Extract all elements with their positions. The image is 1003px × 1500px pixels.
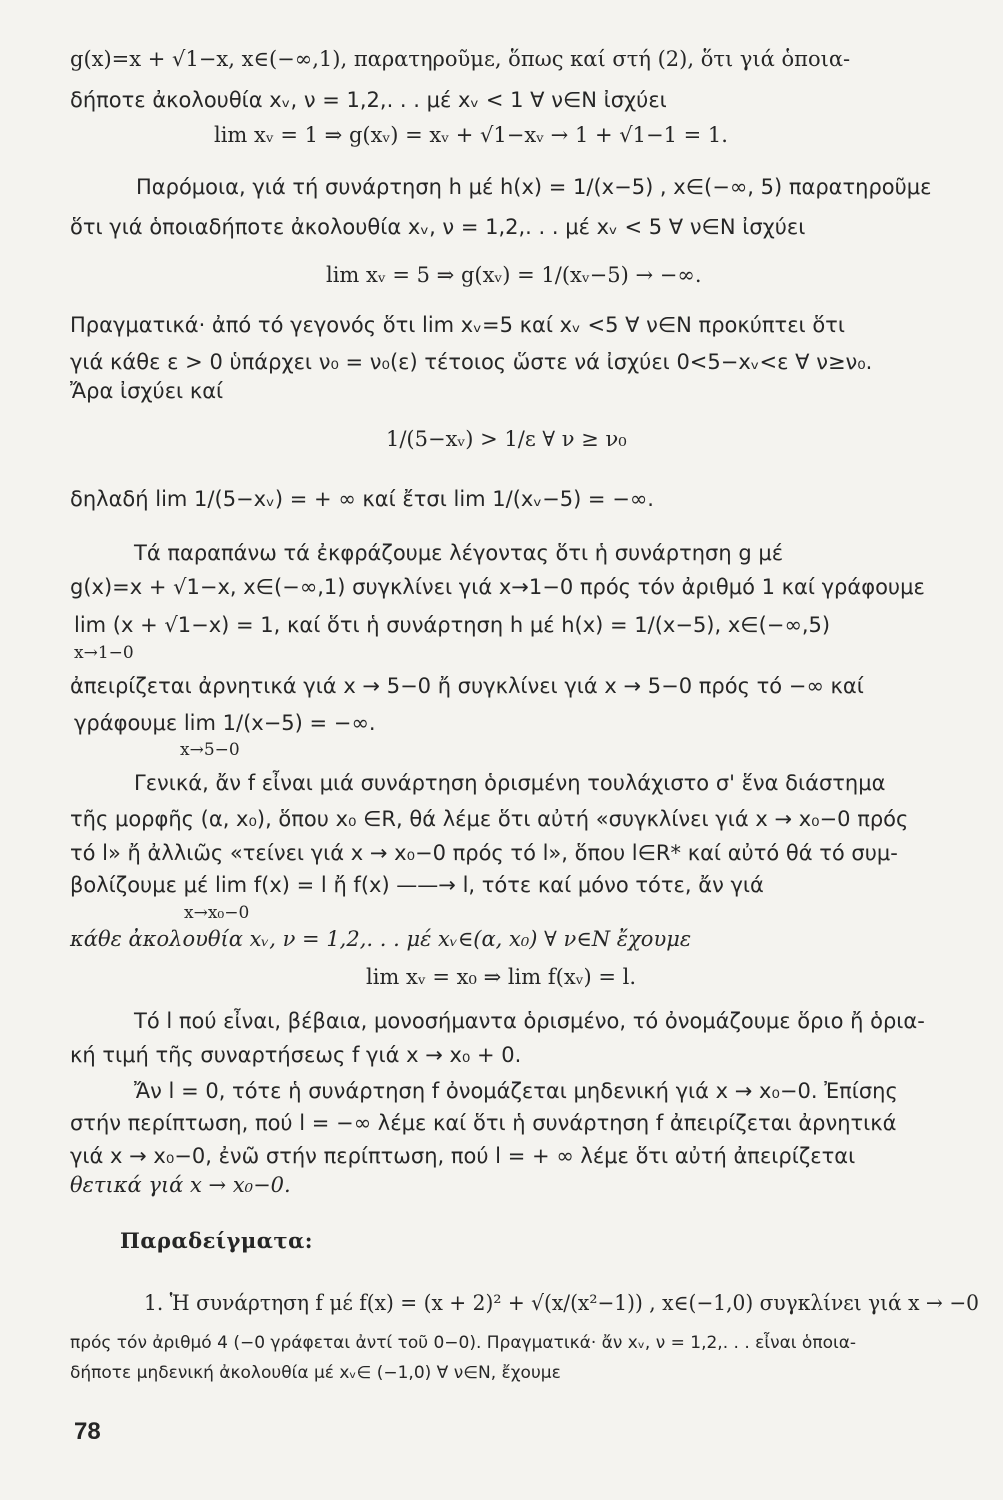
text-line: Παρόμοια, γιά τή συνάρτηση h μέ h(x) = 1/(x−5) , x∈(−∞, 5) παρατηροῦμε — [136, 175, 932, 199]
page-number: 78 — [74, 1418, 101, 1445]
text-line: g(x)=x + √1−x, x∈(−∞,1), παρατηροῦμε, ὅπως καί στή (2), ὅτι γιά ὁποια- — [70, 47, 851, 71]
text-line: δήποτε μηδενική ἀκολουθία μέ xᵥ∈ (−1,0) ∀ ν∈N, ἔχουμε — [70, 1363, 561, 1383]
limit-subscript: x→x₀−0 — [184, 903, 250, 923]
text-line: lim (x + √1−x) = 1, καί ὅτι ἡ συνάρτηση h μέ h(x) = 1/(x−5), x∈(−∞,5) — [74, 613, 831, 637]
text-line: δηλαδή lim 1/(5−xᵥ) = + ∞ καί ἔτσι lim 1/(xᵥ−5) = −∞. — [70, 487, 654, 511]
limit-subscript: x→5−0 — [180, 740, 240, 760]
text-line: πρός τόν ἀριθμό 4 (−0 γράφεται ἀντί τοῦ 0−0). Πραγματικά· ἄν xᵥ, ν = 1,2,. . . εἶναι ὁποια- — [70, 1333, 857, 1353]
text-line: γιά κάθε ε > 0 ὑπάρχει ν₀ = ν₀(ε) τέτοιος ὥστε νά ἰσχύει 0<5−xᵥ<ε ∀ ν≥ν₀. — [70, 350, 873, 374]
text-line: στήν περίπτωση, πού l = −∞ λέμε καί ὅτι ἡ συνάρτηση f ἀπειρίζεται ἀρνητικά — [70, 1111, 897, 1135]
text-line: τό l» ἤ ἀλλιῶς «τείνει γιά x → x₀−0 πρός τό l», ὅπου l∈R* καί αὐτό θά τό συμ- — [70, 841, 898, 865]
text-line: Γενικά, ἄν f εἶναι μιά συνάρτηση ὁρισμένη τουλάχιστο σ' ἕνα διάστημα — [134, 771, 886, 795]
text-line: ἀπειρίζεται ἀρνητικά γιά x → 5−0 ἤ συγκλίνει γιά x → 5−0 πρός τό −∞ καί — [70, 674, 864, 698]
text-line: γράφουμε lim 1/(x−5) = −∞. — [74, 711, 376, 735]
text-line: κάθε ἀκολουθία xᵥ, ν = 1,2,. . . μέ xᵥ∈(α, x₀) ∀ ν∈N ἔχουμε — [70, 927, 692, 951]
example-1-line: 1. Ἡ συνάρτηση f μέ f(x) = (x + 2)² + √(x/(x²−1)) , x∈(−1,0) συγκλίνει γιά x → −0 — [144, 1291, 979, 1315]
text-line: ὅτι γιά ὁποιαδήποτε ἀκολουθία xᵥ, ν = 1,2,. . . μέ xᵥ < 5 ∀ ν∈N ἰσχύει — [70, 215, 806, 239]
text-line: βολίζουμε μέ lim f(x) = l ἤ f(x) ——→ l, τότε καί μόνο τότε, ἄν γιά — [70, 873, 764, 897]
formula-line: 1/(5−xᵥ) > 1/ε ∀ ν ≥ ν₀ — [386, 427, 627, 451]
formula-line: lim xᵥ = 1 ⇒ g(xᵥ) = xᵥ + √1−xᵥ → 1 + √1−1 = 1. — [214, 123, 728, 147]
text-line: Ἄρα ἰσχύει καί — [70, 379, 224, 403]
text-line: Πραγματικά· ἀπό τό γεγονός ὅτι lim xᵥ=5 καί xᵥ <5 ∀ ν∈N προκύπτει ὅτι — [70, 313, 845, 337]
text-line: Τά παραπάνω τά ἐκφράζουμε λέγοντας ὅτι ἡ συνάρτηση g μέ — [134, 541, 784, 565]
text-line: θετικά γιά x → x₀−0. — [70, 1173, 291, 1197]
text-line: δήποτε ἀκολουθία xᵥ, ν = 1,2,. . . μέ xᵥ < 1 ∀ ν∈N ἰσχύει — [70, 88, 667, 112]
text-line: g(x)=x + √1−x, x∈(−∞,1) συγκλίνει γιά x→1−0 πρός τόν ἀριθμό 1 καί γράφουμε — [70, 575, 925, 599]
examples-heading: Παραδείγματα: — [120, 1228, 313, 1253]
text-line: τῆς μορφῆς (α, x₀), ὅπου x₀ ∈R, θά λέμε ὅτι αὐτή «συγκλίνει γιά x → x₀−0 πρός — [70, 807, 909, 831]
limit-subscript: x→1−0 — [74, 643, 134, 663]
formula-line: lim xᵥ = 5 ⇒ g(xᵥ) = 1/(xᵥ−5) → −∞. — [326, 263, 702, 287]
text-line: Τό l πού εἶναι, βέβαια, μονοσήμαντα ὁρισμένο, τό ὀνομάζουμε ὅριο ἤ ὁρια- — [134, 1009, 925, 1033]
text-line: κή τιμή τῆς συναρτήσεως f γιά x → x₀ + 0. — [70, 1043, 522, 1067]
formula-line: lim xᵥ = x₀ ⇒ lim f(xᵥ) = l. — [366, 965, 637, 989]
text-line: γιά x → x₀−0, ἐνῶ στήν περίπτωση, πού l = + ∞ λέμε ὅτι αὐτή ἀπειρίζεται — [70, 1144, 856, 1168]
text-line: Ἄν l = 0, τότε ἡ συνάρτηση f ὀνομάζεται μηδενική γιά x → x₀−0. Ἐπίσης — [134, 1079, 898, 1103]
